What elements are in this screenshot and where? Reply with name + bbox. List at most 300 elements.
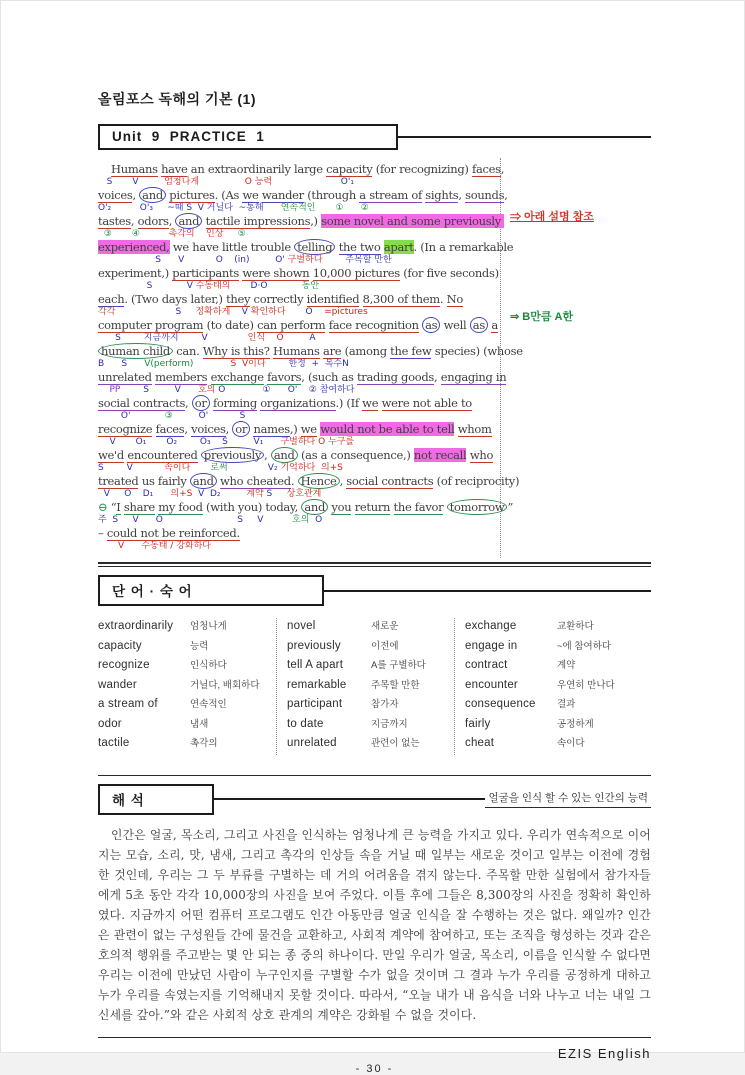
passage-text-segment: , (such as [301, 370, 357, 384]
annotation-segment: 각각 [98, 307, 116, 317]
passage-text-segment: ,) [310, 214, 322, 228]
passage-text-segment: social contracts [346, 474, 434, 488]
handwritten-annotation-line [98, 437, 500, 448]
passage-text-segment: , [500, 162, 505, 176]
annotation-segment: 의+S [153, 489, 193, 499]
passage-line [98, 526, 500, 541]
section-divider-3 [98, 1037, 651, 1038]
annotation-segment: V₂ [227, 463, 278, 473]
unit-title-box: Unit 9 PRACTICE 1 [98, 124, 398, 150]
annotation-segment: D·O [230, 281, 268, 291]
annotation-segment: ① [225, 385, 271, 395]
annotation-segment: V [112, 177, 139, 187]
annotation-segment: 동안 [267, 281, 320, 291]
vocab-row [465, 618, 645, 638]
annotation-segment: S [98, 281, 153, 291]
passage-text-segment: they [226, 292, 251, 306]
passage-text-segment: the few [390, 344, 432, 358]
passage-line [98, 344, 523, 359]
annotation-segment: 수동태의 [192, 281, 231, 291]
annotation-segment: O [138, 515, 163, 525]
passage-line [98, 240, 514, 255]
passage-text-segment: Humans [111, 162, 158, 176]
vocab-word: previously [287, 639, 341, 652]
annotation-segment: O' [98, 411, 131, 421]
annotation-segment: ③ [98, 229, 112, 239]
passage-text-segment: , [185, 396, 192, 410]
annotation-segment: S [98, 255, 161, 265]
annotation-segment: S [115, 307, 182, 317]
vocab-row [287, 735, 448, 755]
passage-text-segment: members [155, 370, 208, 384]
vocab-row [465, 696, 645, 716]
vocab-word: engage in [465, 639, 518, 652]
passage-text-segment: sounds [465, 188, 505, 202]
passage-text-segment: .) (If [335, 396, 363, 410]
annotation-segment: V [192, 489, 205, 499]
page-number: - 30 - [355, 1062, 394, 1075]
passage-text-segment: correctly [250, 292, 307, 306]
passage-text-segment: odors [137, 214, 169, 228]
passage-text-segment: , [339, 474, 347, 488]
annotation-segment: O₁ [115, 437, 147, 447]
handwritten-annotation-line [98, 281, 500, 292]
annotation-segment: O 누구를 [315, 437, 355, 447]
passage-text-segment: sights [425, 188, 459, 202]
handwritten-annotation-line [98, 307, 500, 318]
passage-text-segment: voices [191, 422, 226, 436]
passage-text-segment: organizations [260, 396, 336, 410]
annotation-segment: O [109, 489, 132, 499]
passage-text-segment: unrelated [98, 370, 152, 384]
handwritten-annotation-line [98, 515, 500, 526]
vocab-row [465, 677, 645, 697]
annotation-segment: S [120, 385, 149, 395]
vocab-row [98, 677, 270, 697]
passage-text-segment: as [422, 317, 440, 333]
vocab-word: odor [98, 717, 122, 730]
vocab-row [287, 716, 448, 736]
passage-text-segment: are [323, 344, 342, 358]
passage-text-segment: each [98, 292, 125, 306]
passage-text-segment: ⊖ [98, 500, 108, 514]
vocab-word: encounter [465, 678, 518, 691]
passage-text-segment: apart [383, 240, 414, 254]
passage-line [98, 292, 500, 307]
annotation-segment: V [118, 515, 139, 525]
annotation-segment: 속이다 [132, 463, 191, 473]
passage-text-segment: wander [261, 188, 304, 202]
margin-note-as-as: ⇒ B만큼 A한 [510, 311, 574, 323]
vocab-meaning: 우연히 만나다 [557, 679, 615, 691]
unit-header [98, 124, 651, 150]
passage-text-segment: , [168, 214, 176, 228]
passage-text-segment: . (As [214, 188, 243, 202]
annotation-segment: O' [172, 411, 209, 421]
annotation-segment: V [98, 541, 125, 551]
annotation-segment: V₁ [227, 437, 264, 447]
annotation-segment: S [263, 489, 273, 499]
passage-line [98, 214, 505, 229]
annotation-segment: O [285, 307, 313, 317]
annotation-segment: ⑤ [223, 229, 246, 239]
annotation-segment: O [215, 385, 226, 395]
passage-text-segment: human child [98, 343, 173, 359]
vocab-meaning: 연속적인 [190, 699, 227, 710]
annotation-segment: =pictures [312, 307, 368, 317]
vocab-meaning: 결과 [557, 699, 576, 710]
passage-text-segment: . (Two days later,) [124, 292, 227, 306]
passage-text-segment: or [232, 421, 250, 437]
passage-text-segment: we [242, 188, 259, 202]
translation-header [98, 784, 651, 815]
vocab-meaning: 냄새 [190, 718, 209, 730]
vocab-meaning: 이전에 [371, 640, 399, 652]
section-divider-2 [98, 775, 651, 776]
vocab-word: unrelated [287, 737, 337, 749]
passage-text-segment: have [161, 162, 188, 176]
passage-text-segment: favors [267, 370, 302, 384]
annotation-segment: 계약 [220, 489, 264, 499]
vocab-word: capacity [98, 639, 142, 652]
handwritten-annotation-line [98, 177, 500, 188]
vocab-meaning: 속이다 [557, 738, 585, 749]
vocab-word: a stream of [98, 698, 158, 710]
passage-text-segment: (for five seconds) [399, 266, 499, 280]
passage-text-segment: faces [155, 422, 185, 436]
passage-text-segment: exchange [210, 370, 264, 384]
vocab-word: consequence [465, 698, 536, 710]
passage-text-segment: previously [201, 447, 264, 463]
annotation-segment: O [184, 255, 223, 265]
passage-text-segment: who [469, 448, 494, 462]
passage-text-segment: (among [341, 344, 391, 358]
passage-line [98, 448, 500, 463]
passage-text-segment: face recognition [328, 318, 419, 332]
annotation-segment: V [242, 515, 264, 525]
vocab-row [287, 657, 448, 677]
passage-text-segment: . (In a remarkable [413, 240, 514, 254]
passage-text-segment: species) (whose [431, 344, 523, 358]
passage-text-segment: tomorrow [447, 499, 508, 515]
vocab-meaning: 주목할 만한 [371, 679, 420, 691]
vocab-word: cheat [465, 737, 495, 749]
annotation-segment: (in) [222, 255, 250, 265]
passage-text-segment: voices [98, 188, 133, 202]
translation-body: 인간은 얼굴, 목소리, 그리고 사진을 인식하는 엄청나게 큰 능력을 가지고 있다. 우리가 연속적으로 이어지는 모습, 소리, 맛, 냄새, 그리고 촉각의 인상들 속을 거닐 때 일부는 새로운 것이고 일부는 이전에 경험한 것인데, 우리는 그 두 부류를 구별하는 데 거의 어려움을 겪지 않는다. 주목할 만한 실험에서 참가자들에게 5초 동안 각각 10,000장의 사진을 보여 주었다. 이틀 후에 그들은 8,300장의 사진을 정확히 확인하였다. 지금까지 어떤 컴퓨터 프로그램도 인간 아동만큼 얼굴 인식을 잘 수행하는 것은 없다. 왜일까? 인간은 관련이 없는 구성원들 간에 물건을 교환하고, 사회적 계약에 참여하고, 또는 조직을 형성하는 것과 같은 호의적 행위를 주고받는 몇 안 되는 종 중의 하나이다. 만일 우리가 얼굴, 목소리, 이름을 인식할 수 없다면 우리는 이전에 만났던 사람이 누구인지를 구별할 수가 없을 것이며 그 결과 누가 우리를 공정하게 대하고 누가 우리를 속였는지를 기억해내지 못할 것이다. 따라서, “오늘 내가 내 음식을 너와 나누고 너는 내일 그 신세를 갚아.”와 같은 사회적 상호 관계의 계약은 강화될 수 없을 것이다. [98, 827, 651, 1022]
handwritten-annotation-line [98, 385, 500, 396]
vocab-meaning: 공정하게 [557, 718, 594, 730]
annotation-segment: 호의 [180, 385, 216, 395]
vocab-row [98, 696, 270, 716]
handwritten-annotation-line [98, 229, 500, 240]
passage-text-segment: 10,000 pictures [312, 266, 400, 280]
passage-text-segment: some novel and some previously [321, 214, 505, 228]
handwritten-annotation-line [98, 333, 500, 344]
passage-text-segment: trading goods [356, 370, 434, 384]
passage-text-segment: “ [107, 500, 117, 514]
vocab-meaning: 관련이 없는 [371, 738, 420, 749]
vocab-word: tactile [98, 737, 130, 749]
annotation-segment: V [98, 437, 116, 447]
passage-text-segment: engaging in [440, 370, 507, 384]
passage-text-segment: a stream of [359, 188, 422, 202]
annotation-segment: 인식 [207, 333, 266, 343]
annotation-segment: O₃ [177, 437, 211, 447]
vocab-meaning: 참가자 [371, 699, 399, 710]
vocab-meaning: ~에 참여하다 [557, 640, 612, 652]
passage-text-segment: participants [172, 266, 239, 280]
passage-text-segment: experienced, [98, 240, 170, 254]
passage-text-segment: we'd [98, 448, 124, 462]
passage-text-segment: , [130, 214, 138, 228]
passage-text-segment: and [175, 213, 202, 229]
vocab-row [287, 677, 448, 697]
passage-text-segment: , [264, 448, 271, 462]
vocab-row [98, 618, 270, 638]
annotation-segment: O 능력 [199, 177, 273, 187]
passage-text-segment: capacity [326, 162, 373, 176]
passage-text-segment: 8,300 of them [362, 292, 440, 306]
passage-text-segment: treated [98, 474, 139, 488]
annotation-segment: O' [249, 255, 285, 265]
annotation-segment: PP [98, 385, 121, 395]
page-title: 올림포스 독해의 기본 (1) [98, 91, 256, 107]
annotation-segment: S [98, 333, 121, 343]
annotation-segment: S [98, 177, 113, 187]
annotation-segment: 연속적인 [263, 203, 316, 213]
passage-text-segment: , [132, 188, 140, 202]
passage-text-segment: as [470, 317, 488, 333]
passage-line [98, 474, 520, 489]
passage-text-segment: or [192, 395, 210, 411]
handwritten-annotation-line [98, 203, 500, 214]
vocab-column-1 [98, 618, 276, 755]
passage-line [98, 422, 500, 437]
annotation-segment: ④ [111, 229, 140, 239]
vocab-row [465, 735, 645, 755]
annotation-segment: 정확하게 [181, 307, 231, 317]
passage-text-segment: , [458, 188, 466, 202]
passage [98, 158, 594, 558]
vocab-word: tell A apart [287, 659, 344, 671]
passage-text-segment: not recall [413, 448, 467, 462]
annotation-segment: 수동태 / 강화하다 [124, 541, 211, 551]
vocab-row [465, 638, 645, 658]
passage-text-segment: faces [471, 162, 501, 176]
section-divider-1 [98, 562, 651, 567]
vocab-word: exchange [465, 620, 517, 632]
vocab-column-3 [454, 618, 651, 755]
vocab-meaning: 교환하다 [557, 621, 594, 632]
annotation-segment: 기억하다 [277, 463, 316, 473]
vocab-meaning: 계약 [557, 660, 576, 671]
annotation-segment: ③ [130, 411, 173, 421]
vocab-title-box: 단 어 · 숙 어 [98, 575, 324, 606]
vocab-meaning: 엄청나게 [190, 621, 227, 632]
passage-text-segment: we have little trouble [169, 240, 295, 254]
handwritten-annotation-line [98, 359, 500, 370]
passage-text-segment: would not be able to tell [320, 422, 455, 436]
annotation-segment: S [210, 437, 228, 447]
translation-rule [214, 798, 485, 800]
annotation-segment: S [106, 515, 119, 525]
passage-text-segment: could not be reinforced. [106, 526, 240, 540]
annotation-segment: V [103, 463, 133, 473]
brand-name: EZIS English [557, 1045, 651, 1061]
annotation-segment: V(perform) [127, 359, 194, 369]
passage-line [98, 370, 507, 385]
vocab-word: extraordinarily [98, 620, 174, 632]
passage-text-segment: social contracts [98, 396, 186, 410]
passage-text-segment: identified [306, 292, 360, 306]
passage-line [98, 396, 500, 411]
passage-text-segment: were shown [242, 266, 310, 280]
passage-text-segment: tactile impressions [205, 214, 311, 228]
vocab-word: remarkable [287, 678, 347, 691]
annotation-segment: 지금까지 [120, 333, 179, 343]
passage-text-segment: encountered [127, 448, 198, 462]
vocab-row [287, 618, 448, 638]
annotation-segment: D₁ [131, 489, 154, 499]
passage-text-segment: computer program [98, 318, 204, 332]
annotation-segment: V [178, 333, 208, 343]
annotation-segment: D₂ [204, 489, 221, 499]
passage-line [98, 500, 514, 515]
passage-text-segment: were not able to [381, 396, 472, 410]
annotation-segment: 확인하다 [247, 307, 286, 317]
annotation-segment: S [98, 463, 104, 473]
annotation-segment: A [283, 333, 316, 343]
passage-text-segment [390, 500, 393, 514]
vocab-header [98, 575, 651, 606]
annotation-segment: 한정 + 복수N [265, 359, 349, 369]
vocab-word: participant [287, 698, 343, 710]
annotation-segment: B [98, 359, 105, 369]
passage-text-segment: can. [172, 344, 203, 358]
vocab-word: contract [465, 659, 508, 671]
handwritten-annotation-line [98, 541, 500, 552]
handwritten-annotation-line [98, 489, 500, 500]
annotation-segment: 구별하다 [284, 255, 323, 265]
annotation-segment: O [265, 333, 284, 343]
passage-text-segment: recognize [98, 422, 153, 436]
passage-text-segment: (as a consequence,) [297, 448, 414, 462]
annotation-segment: O₂ [146, 437, 178, 447]
vocab-word: recognize [98, 659, 150, 671]
annotation-segment: 촉각의 인상 [139, 229, 224, 239]
annotation-segment: V [230, 307, 248, 317]
annotation-segment: O'₁ [272, 177, 354, 187]
translation-subtitle: 얼굴을 인식 할 수 있는 인간의 능력 [485, 790, 651, 808]
passage-text-segment: a [491, 318, 498, 332]
vocab-row [287, 696, 448, 716]
passage-text-segment: who cheated [220, 474, 291, 488]
passage-text-segment: we [362, 396, 379, 410]
passage-text-segment: (of reciprocity) [433, 474, 520, 488]
passage-text-segment: tastes [98, 214, 131, 228]
passage-text-segment: (for recognizing) [372, 162, 472, 176]
passage-text-segment: an extraordinarily large [187, 162, 327, 176]
passage-text-segment: ” [507, 500, 514, 514]
annotation-segment: 로써 [190, 463, 228, 473]
passage-text-segment: – [98, 526, 107, 540]
passage-text-segment: experiment,) [98, 266, 173, 280]
annotation-segment: 주목할 만한 [322, 255, 392, 265]
vocab-row [287, 638, 448, 658]
passage-text-segment: and [301, 499, 328, 515]
passage-text-segment: and [190, 473, 217, 489]
passage-text-segment: (to date) [203, 318, 258, 332]
unit-rule [398, 136, 651, 138]
annotation-segment: ① ② [315, 203, 369, 213]
passage-text-segment: Humans [272, 344, 320, 358]
passage-text-segment: we [300, 422, 317, 436]
passage-text-segment: whom [457, 422, 492, 436]
vocab-row [98, 638, 270, 658]
annotation-segment: 의+S [315, 463, 343, 473]
annotation-segment: 상호관계 [272, 489, 322, 499]
annotation-segment: S [104, 359, 128, 369]
passage-text-segment: , [433, 370, 441, 384]
passage-text-segment: . [439, 292, 447, 306]
annotation-segment: 엄청나게 [138, 177, 200, 187]
passage-text-segment: (with you) today, [202, 500, 302, 514]
passage-text-segment: well [440, 318, 470, 332]
translation-title-box: 해 석 [98, 784, 214, 815]
annotation-segment: O' [270, 385, 298, 395]
passage-text-segment: (through [303, 188, 360, 202]
annotation-segment: 호의 [263, 515, 310, 525]
vocab-row [465, 716, 645, 736]
passage-text-segment: ,) [289, 422, 301, 436]
annotation-segment: V [148, 385, 181, 395]
vocab-meaning: 촉각의 [190, 738, 218, 749]
passage-text-segment: and [139, 187, 166, 203]
annotation-segment: O'₃ [111, 203, 153, 213]
annotation-segment: S [162, 515, 243, 525]
annotation-segment: O'₂ [98, 203, 112, 213]
passage-line [98, 266, 500, 281]
annotation-segment: 구별하다 [263, 437, 316, 447]
passage-text-segment: , [225, 422, 233, 436]
annotation-segment: V [160, 255, 185, 265]
passage-text-segment: the two [338, 240, 381, 254]
passage-text-segment: can perform [257, 318, 326, 332]
handwritten-annotation-line [98, 255, 500, 266]
vocab-table [98, 614, 651, 765]
annotation-segment: S V이다 [193, 359, 266, 369]
passage-text-segment: pictures [169, 188, 215, 202]
vocab-meaning: 인식하다 [190, 660, 227, 671]
passage-text-segment: telling [294, 239, 335, 255]
vocab-meaning: A를 구별하다 [371, 660, 426, 671]
vocab-word: novel [287, 620, 316, 632]
vocab-word: to date [287, 717, 324, 730]
annotation-segment: V [98, 489, 110, 499]
passage-text-segment: return [354, 500, 391, 514]
passage-line [98, 318, 500, 333]
passage-text-segment: Why is this? [202, 344, 270, 358]
vocab-meaning: 지금까지 [371, 718, 408, 730]
vocab-word: wander [98, 678, 137, 691]
passage-text-segment: us fairly [138, 474, 190, 488]
passage-text-segment: forming [212, 396, 257, 410]
vocab-column-2 [276, 618, 454, 755]
vocab-meaning: 거닐다, 배회하다 [190, 679, 260, 691]
annotation-segment: S [208, 411, 246, 421]
passage-text-segment: , [184, 422, 192, 436]
